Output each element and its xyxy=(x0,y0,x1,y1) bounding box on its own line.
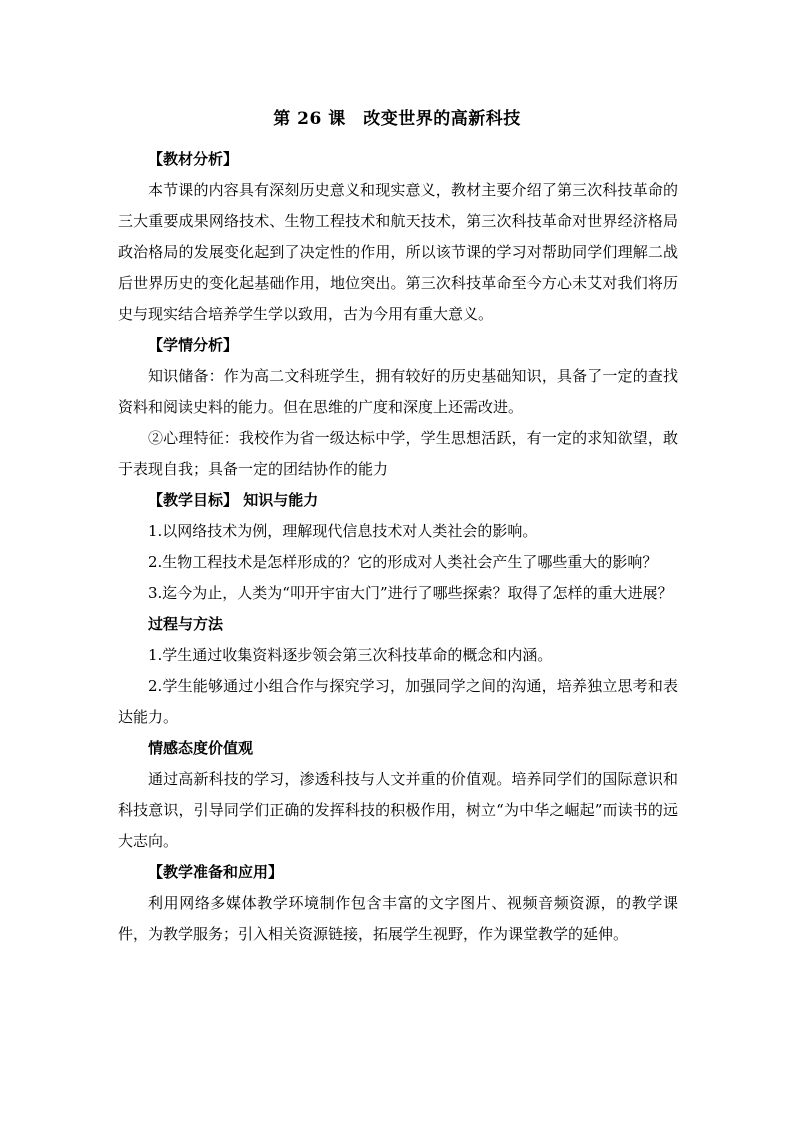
goal-item-3: 3.迄今为止，人类为“叩开宇宙大门”进行了哪些探索？取得了怎样的重大进展？ xyxy=(148,584,673,602)
document-body xyxy=(118,144,678,950)
preparation-text: 利用网络多媒体教学环境制作包含丰富的文字图片、视频音频资源，的教学课件，为教学服务；引入相关资源链接，拓展学生视野，作为课堂教学的延伸。 xyxy=(118,894,678,943)
preparation-heading: 【教学准备和应用】 xyxy=(148,863,284,881)
lesson-title: 第 26 课 改变世界的高新科技 xyxy=(273,109,521,129)
material-analysis-heading: 【教材分析】 xyxy=(148,150,239,168)
student-analysis-heading: 【学情分析】 xyxy=(148,336,239,354)
material-analysis-text: 本节课的内容具有深刻历史意义和现实意义，教材主要介绍了第三次科技革命的三大重要成果网络技术、生物工程技术和航天技术，第三次科技革命对世界经济格局政治格局的发展变化起到了决定性的作用，所以该节课的学习对帮助同学们理解二战后世界历史的变化起基础作用，地位突出。第三次科技革命至今方心未艾对我们将历史与现实结合培养学生学以致用，古为今用有重大意义。 xyxy=(118,181,678,323)
goal-item-1: 1.以网络技术为例，理解现代信息技术对人类社会的影响。 xyxy=(148,522,538,540)
knowledge-ability-label: 知识与能力 xyxy=(238,491,319,509)
process-item-1: 1.学生通过收集资料逐步领会第三次科技革命的概念和内涵。 xyxy=(148,646,553,664)
teaching-goals-heading xyxy=(118,485,678,516)
values-heading: 情感态度价值观 xyxy=(148,739,254,757)
knowledge-reserve-text: 知识储备：作为高二文科班学生，拥有较好的历史基础知识，具备了一定的查找资料和阅读史料的能力。但在思维的广度和深度上还需改进。 xyxy=(118,367,678,416)
psychology-text: ②心理特征：我校作为省一级达标中学，学生思想活跃，有一定的求知欲望，敢于表现自我；具备一定的团结协作的能力 xyxy=(118,429,678,478)
teaching-goals-label: 【教学目标】 xyxy=(148,491,239,509)
process-item-2: 2.学生能够通过小组合作与探究学习，加强同学之间的沟通，培养独立思考和表达能力。 xyxy=(118,677,678,726)
values-text: 通过高新科技的学习，渗透科技与人文并重的价值观。培养同学们的国际意识和科技意识，引导同学们正确的发挥科技的积极作用，树立“为中华之崛起”而读书的远大志向。 xyxy=(118,770,678,850)
process-methods-heading: 过程与方法 xyxy=(148,615,224,633)
goal-item-2: 2.生物工程技术是怎样形成的？它的形成对人类社会产生了哪些重大的影响？ xyxy=(148,553,658,571)
